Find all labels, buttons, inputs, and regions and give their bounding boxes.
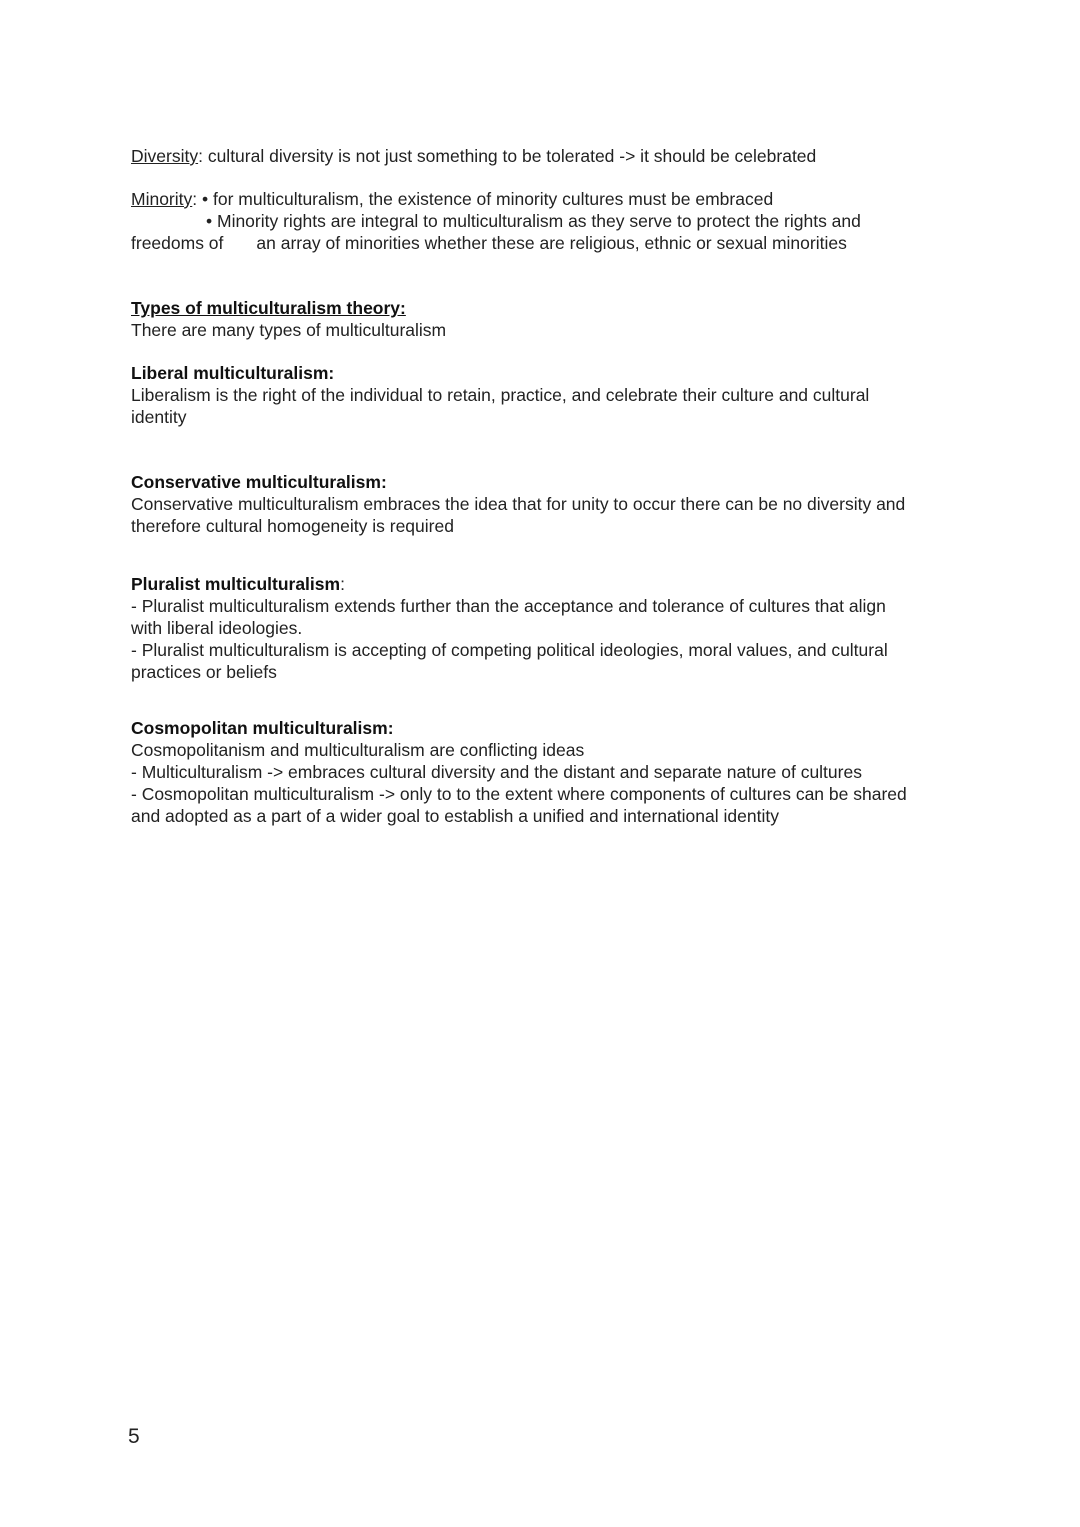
diversity-paragraph [131, 145, 951, 167]
liberal-heading: Liberal multiculturalism: [131, 363, 335, 383]
pluralist-line-1: - Pluralist multiculturalism extends further than the acceptance and tolerance of cultures that align [131, 596, 886, 616]
pluralist-line-3: - Pluralist multiculturalism is accepting of competing political ideologies, moral values, and cultural [131, 640, 888, 660]
pluralist-line-2: with liberal ideologies. [131, 618, 303, 638]
cosmopolitan-line-2: - Multiculturalism -> embraces cultural diversity and the distant and separate nature of cultures [131, 762, 862, 782]
cosmopolitan-line-4: and adopted as a part of a wider goal to establish a unified and international identity [131, 806, 779, 826]
pluralist-line-4: practices or beliefs [131, 662, 277, 682]
conservative-line-1: Conservative multiculturalism embraces the idea that for unity to occur there can be no diversity and [131, 494, 906, 514]
conservative-line-2: therefore cultural homogeneity is required [131, 516, 454, 536]
types-heading: Types of multiculturalism theory: [131, 298, 406, 318]
pluralist-heading-line [131, 573, 951, 595]
diversity-line [131, 145, 951, 167]
page-number: 5 [128, 1425, 140, 1448]
conservative-section [131, 471, 951, 537]
pluralist-section [131, 573, 951, 683]
minority-line-3 [131, 232, 951, 254]
cosmopolitan-section [131, 717, 951, 827]
types-section [131, 297, 951, 341]
diversity-text: : cultural diversity is not just something to be tolerated -> it should be celebrated [198, 146, 817, 166]
cosmopolitan-line-1: Cosmopolitanism and multiculturalism are conflicting ideas [131, 740, 585, 760]
minority-text-3b: an array of minorities whether these are religious, ethnic or sexual minorities [256, 233, 847, 253]
pluralist-colon: : [340, 574, 345, 594]
cosmopolitan-line-3: - Cosmopolitan multiculturalism -> only to to the extent where components of cultures can be shared [131, 784, 907, 804]
liberal-section [131, 362, 951, 428]
minority-paragraph [131, 188, 951, 254]
minority-line-2: • Minority rights are integral to multiculturalism as they serve to protect the rights and [206, 211, 861, 231]
diversity-term: Diversity [131, 146, 199, 166]
liberal-line-2: identity [131, 407, 187, 427]
conservative-heading: Conservative multiculturalism: [131, 472, 387, 492]
minority-line-1 [131, 188, 951, 210]
minority-text-1: : • for multiculturalism, the existence of minority cultures must be embraced [192, 189, 774, 209]
minority-text-3a: freedoms of [131, 233, 224, 253]
liberal-line-1: Liberalism is the right of the individual to retain, practice, and celebrate their culture and cultural [131, 385, 870, 405]
minority-term: Minority [131, 189, 193, 209]
types-text: There are many types of multiculturalism [131, 320, 447, 340]
pluralist-heading: Pluralist multiculturalism [131, 574, 341, 594]
cosmopolitan-heading: Cosmopolitan multiculturalism: [131, 718, 394, 738]
